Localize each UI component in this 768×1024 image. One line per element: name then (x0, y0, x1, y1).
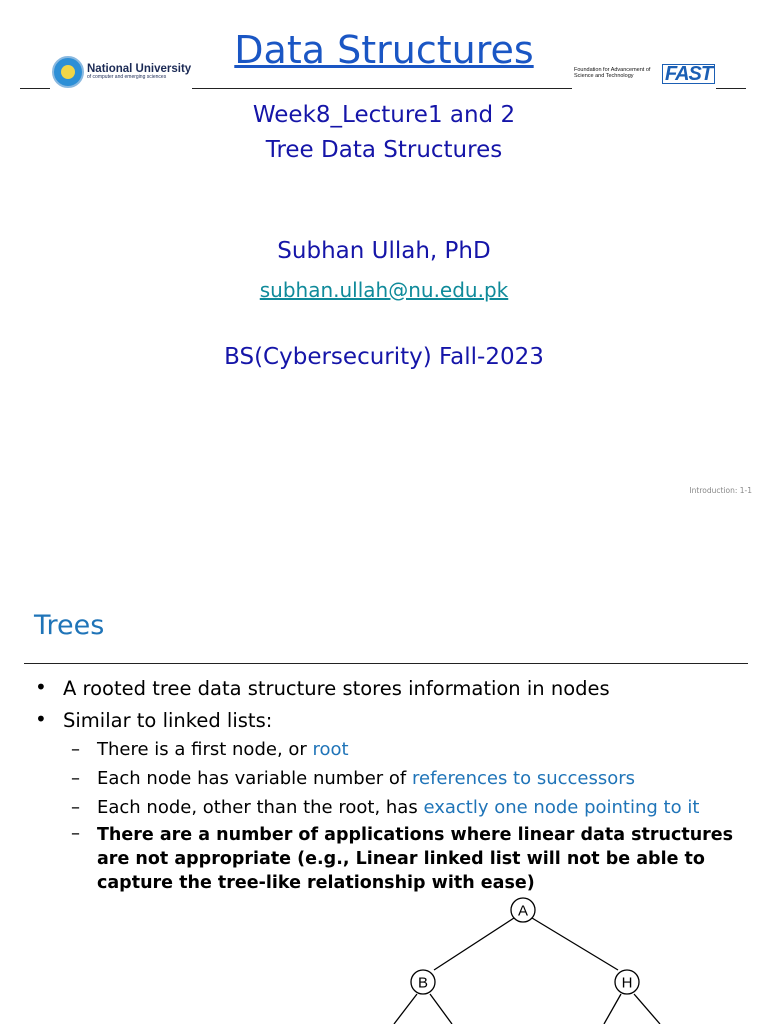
tree-edge (430, 994, 452, 1024)
bullet-icon: • (35, 675, 47, 699)
university-seal-icon (52, 56, 84, 88)
highlight-text: root (312, 739, 349, 760)
tree-node-label: A (517, 902, 529, 920)
header-rule-center (192, 88, 572, 89)
email-text[interactable]: subhan.ullah@nu.edu.pk (259, 278, 509, 302)
highlight-text: exactly one node pointing to it (423, 797, 700, 818)
logo-subtitle: of computer and emerging sciences (87, 74, 167, 81)
tree-diagram (0, 596, 768, 1024)
dash-icon: – (71, 797, 80, 818)
header-rule-left (20, 88, 50, 89)
instructor-name: Subhan Ullah, PhD (277, 238, 491, 264)
sub-bullet-text: There is a first node, or (97, 739, 313, 760)
sub-bullet-text: Each node, other than the root, has (97, 797, 424, 818)
dash-icon: – (71, 823, 80, 844)
tree-edge (434, 918, 514, 970)
tree-edge (394, 994, 417, 1024)
highlight-text: references to successors (412, 768, 636, 789)
tree-edge (604, 994, 621, 1024)
fast-wordmark: FAST (662, 64, 715, 84)
course-label: BS(Cybersecurity) Fall-2023 (224, 344, 544, 370)
tree-node-label: B (417, 974, 429, 992)
tree-node-label: H (621, 974, 633, 992)
slide-number: Introduction: 1-1 (689, 486, 752, 495)
lecture-label: Week8_Lecture1 and 2 (252, 102, 516, 128)
slide-title: Trees (34, 610, 105, 641)
dash-icon: – (71, 768, 80, 789)
trees-slide (0, 596, 768, 1024)
national-university-logo (52, 56, 191, 88)
bullet-text: A rooted tree data structure stores information in nodes (63, 677, 610, 700)
sub-bullet-text: Each node has variable number of (97, 768, 412, 789)
dash-icon: – (71, 739, 80, 760)
bullet-icon: • (35, 707, 47, 731)
instructor-email-link[interactable] (0, 278, 768, 302)
header-rule-right (716, 88, 746, 89)
logo-name: National University (87, 62, 192, 75)
fast-caption: Foundation for Advancement of Science and Technology (574, 67, 651, 79)
sub-bullet-text: There are a number of applications where linear data structures are not appropriate (e.g., Linear linked list will not be able to capture the tree-like relationship with ease) (97, 825, 734, 893)
slide-title: Data Structures (234, 28, 534, 72)
bullet-text: Similar to linked lists: (63, 709, 273, 732)
tree-edge (532, 918, 618, 970)
tree-edge (634, 994, 660, 1024)
fast-logo (574, 64, 715, 84)
topic-label: Tree Data Structures (265, 137, 503, 163)
